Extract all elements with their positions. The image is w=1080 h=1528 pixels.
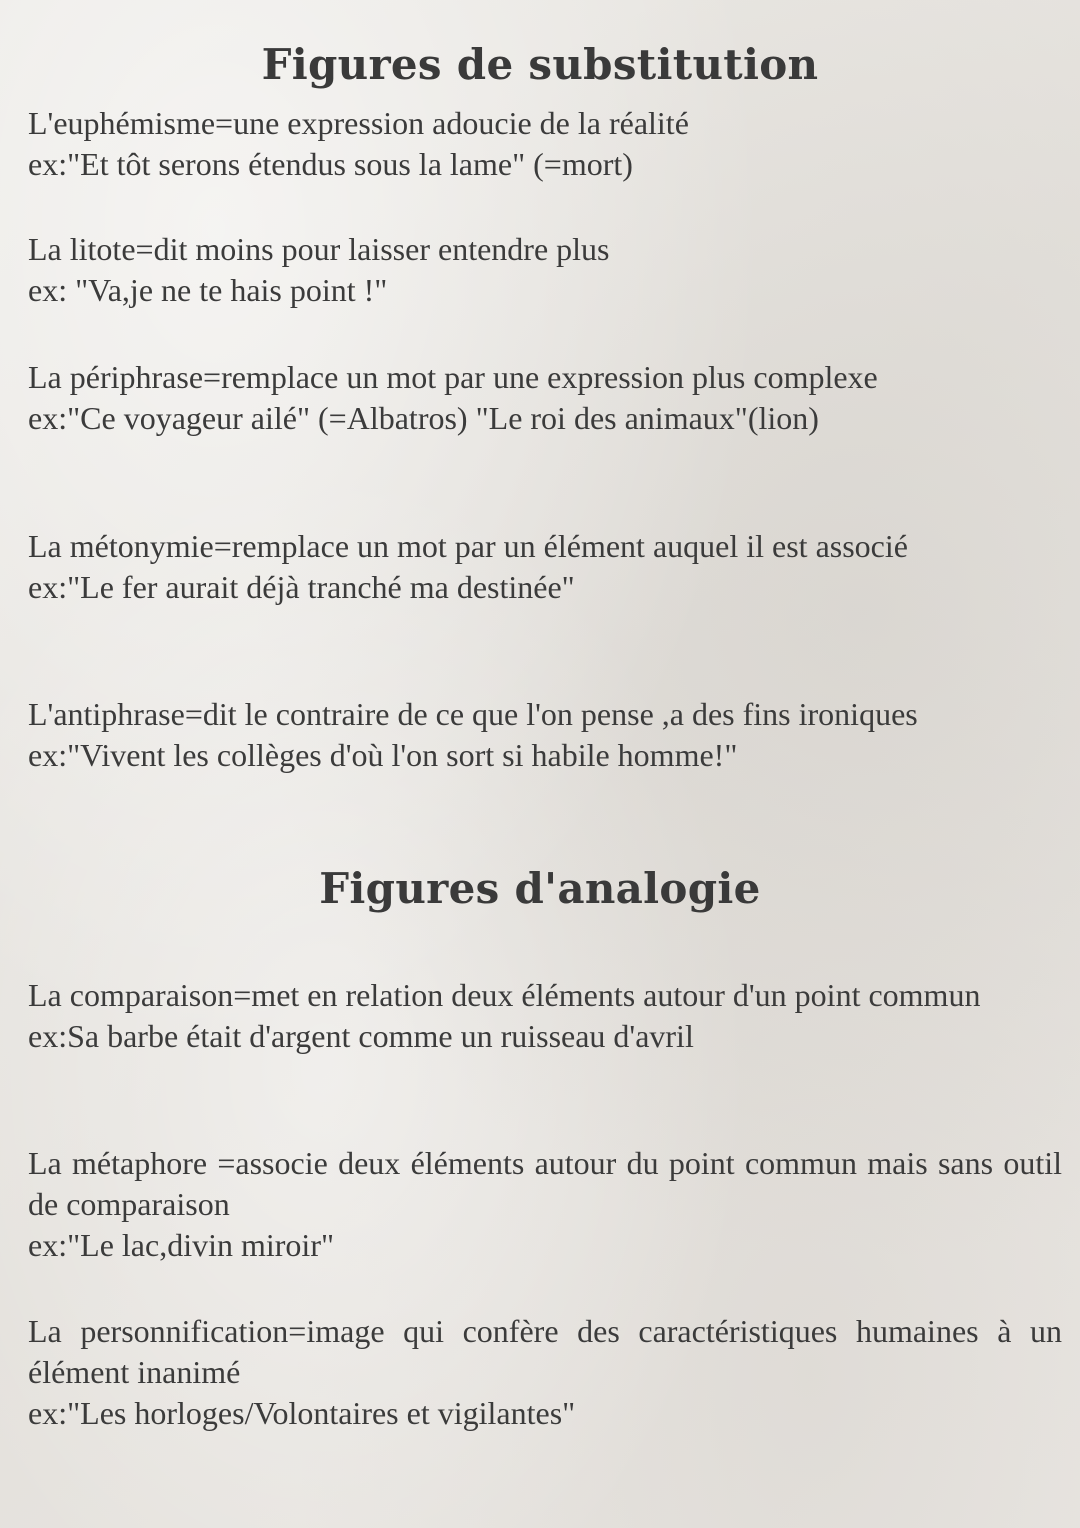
section-title-analogie: Figures d'analogie	[319, 864, 761, 913]
entry-definition: La litote=dit moins pour laisser entendre plus	[28, 231, 610, 267]
entry-definition: L'antiphrase=dit le contraire de ce que l'on pense ,a des fins ironiques	[28, 696, 918, 732]
entry-example: ex:"Le lac,divin miroir"	[28, 1227, 335, 1263]
entry-metonymie	[28, 526, 1053, 608]
section-title-substitution: Figures de substitution	[261, 40, 819, 89]
entry-antiphrase	[28, 694, 1053, 776]
entry-litote	[28, 229, 1053, 311]
entry-example: ex:"Ce voyageur ailé" (=Albatros) "Le roi des animaux"(lion)	[28, 400, 819, 436]
entry-definition: La personnification=image qui confère des caractéristiques humaines à un élément inanimé	[28, 1313, 1062, 1390]
entry-definition: La métonymie=remplace un mot par un élément auquel il est associé	[28, 528, 908, 564]
entry-euphemisme	[28, 103, 1053, 185]
entry-definition: La périphrase=remplace un mot par une expression plus complexe	[28, 359, 878, 395]
entry-example: ex: "Va,je ne te hais point !"	[28, 272, 388, 308]
entry-comparaison	[28, 975, 1062, 1057]
entry-personnification	[28, 1311, 1062, 1434]
entry-example: ex:"Vivent les collèges d'où l'on sort si habile homme!"	[28, 737, 738, 773]
entry-periphrase	[28, 357, 1053, 439]
entry-example: ex:"Et tôt serons étendus sous la lame" (=mort)	[28, 146, 633, 182]
entry-definition: La comparaison=met en relation deux éléments autour d'un point commun	[28, 977, 981, 1013]
entry-example: ex:"Le fer aurait déjà tranché ma destinée"	[28, 569, 575, 605]
entry-definition: La métaphore =associe deux éléments autour du point commun mais sans outil de comparaison	[28, 1145, 1062, 1222]
entry-example: ex:"Les horloges/Volontaires et vigilantes"	[28, 1395, 576, 1431]
entry-definition: L'euphémisme=une expression adoucie de la réalité	[28, 105, 689, 141]
entry-metaphore	[28, 1143, 1062, 1266]
entry-example: ex:Sa barbe était d'argent comme un ruisseau d'avril	[28, 1018, 694, 1054]
